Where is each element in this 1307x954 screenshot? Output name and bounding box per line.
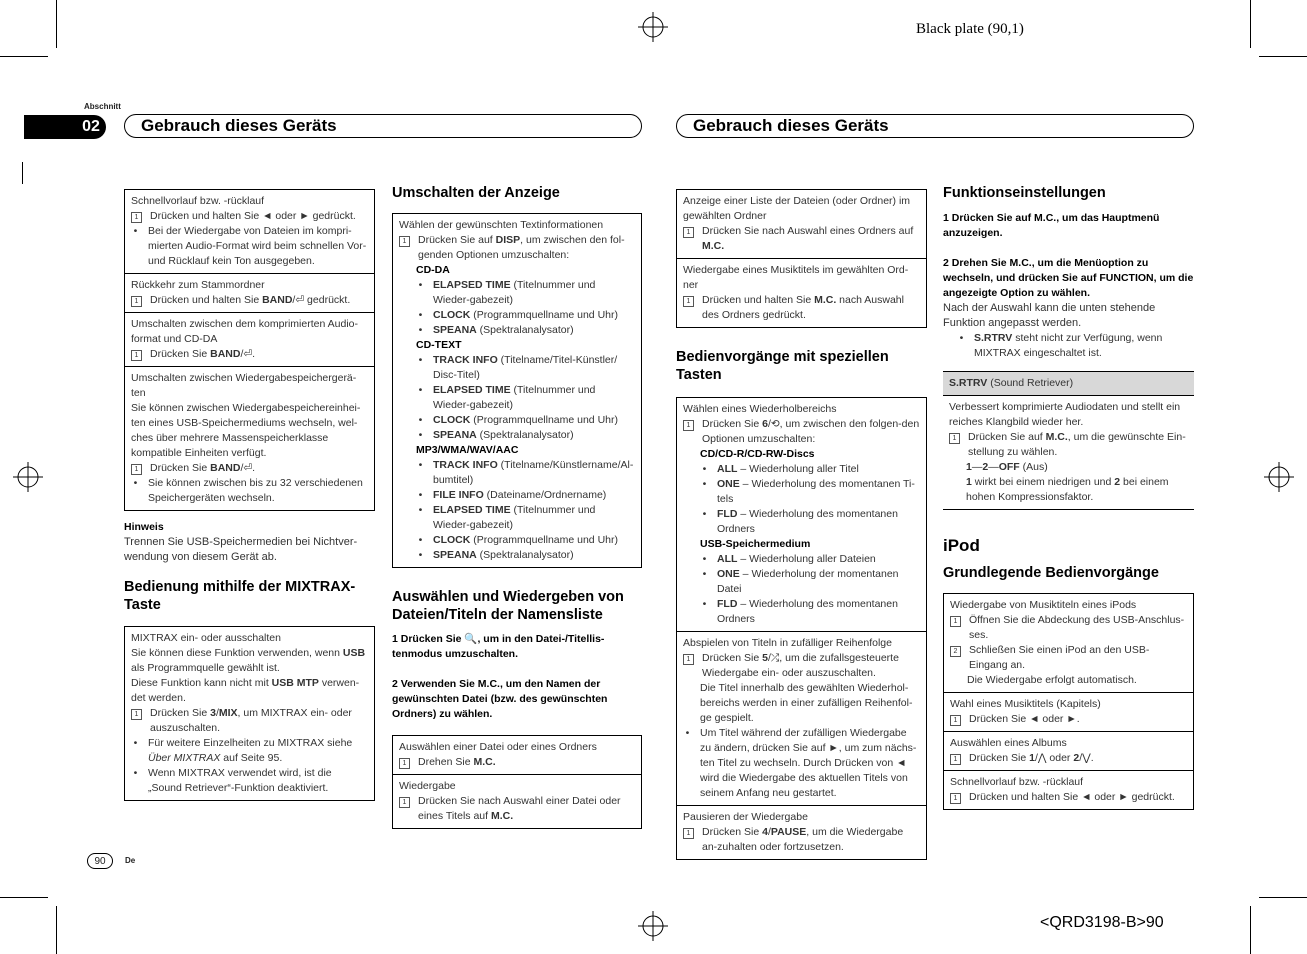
cell-text: Die Wiedergabe erfolgt automatisch. xyxy=(967,674,1137,686)
table-display xyxy=(392,213,642,568)
group-label: MP3/WMA/WAV/AAC xyxy=(416,444,519,456)
bullet: • xyxy=(418,534,423,546)
cell-title: Wahl eines Musiktitels (Kapitels) xyxy=(950,698,1101,710)
section-number: 02 xyxy=(82,118,100,135)
page-number: 90 xyxy=(87,853,113,869)
section-number-badge xyxy=(24,115,106,139)
table-cell xyxy=(677,190,926,258)
bullet: • xyxy=(418,279,423,291)
table-cell xyxy=(944,770,1193,809)
registration-mark-icon xyxy=(13,462,43,492)
list-item: • ONE – Wiederholung der momentanen Datei xyxy=(683,567,920,597)
crop-mark xyxy=(1259,56,1307,57)
cell-title: Rückkehr zum Stammordner xyxy=(131,279,265,291)
list-item: • TRACK INFO (Titelname/Künstlername/Al-bumtitel) xyxy=(399,458,635,488)
crop-mark xyxy=(1250,906,1251,954)
list-item: 1 Drehen Sie M.C. xyxy=(399,755,635,770)
table-fast-forward xyxy=(124,189,375,511)
list-item: 1 Drücken Sie auf DISP, um zwischen den fol-genden Optionen umzuschalten: xyxy=(399,233,635,263)
step-number-1: 1 xyxy=(949,433,960,444)
group-label: CD-TEXT xyxy=(416,339,462,351)
setting-options: 1—2—OFF (Aus) xyxy=(966,461,1048,473)
list-item: • Bei der Wiedergabe von Dateien im kompri-mierten Audio-Format wird beim schnellen Vor- und Rücklauf kein Ton ausgegeben. xyxy=(131,224,368,269)
bullet: • xyxy=(418,324,423,336)
list-item: • Sie können zwischen bis zu 32 verschiedenen Speichergeräten wechseln. xyxy=(131,476,368,506)
procedure-step-2: 2 Verwenden Sie M.C., um den Namen der gewünschten Datei (bzw. des gewünschten Ordners) zu wählen. xyxy=(392,678,608,720)
step-number-1: 1 xyxy=(399,797,410,808)
column-1 xyxy=(124,189,375,801)
list-item: • FILE INFO (Dateiname/Ordnername) xyxy=(399,488,635,503)
table-file-select xyxy=(392,735,642,829)
cell-title: Wiedergabe von Musiktiteln eines iPods xyxy=(950,599,1137,611)
step-number-1: 1 xyxy=(950,754,961,765)
ipod-heading: iPod xyxy=(943,536,980,555)
step-number-1: 1 xyxy=(399,758,410,769)
bullet: • xyxy=(702,478,707,490)
list-item: 1 Drücken und halten Sie ◄ oder ► gedrückt. xyxy=(950,790,1187,805)
step-text: Nach der Auswahl kann die unten stehende Funktion angepasst werden. xyxy=(943,302,1156,329)
cell-title: Abspielen von Titeln in zufälliger Reihenfolge xyxy=(683,637,892,649)
table-ipod xyxy=(943,593,1194,810)
list-item: • SPEANA (Spektralanalysator) xyxy=(399,428,635,443)
table-cell xyxy=(125,190,374,273)
crop-mark xyxy=(56,0,57,48)
cell-title: Wiedergabe eines Musiktitels im gewählten Ord-ner xyxy=(683,264,909,291)
bullet: • xyxy=(418,459,423,471)
bullet: • xyxy=(418,354,423,366)
table-folder xyxy=(676,189,927,328)
list-item: 2 Schließen Sie einen iPod an den USB-Eingang an. xyxy=(950,643,1187,673)
list-item: 1 Drücken Sie BAND/⏎. xyxy=(131,347,368,362)
cell-text: Die Titel innerhalb des gewählten Wiederhol-bereichs werden in einer zufälligen Reihenfol-ge gespielt. xyxy=(700,682,913,724)
cell-text: Sie können diese Funktion verwenden, wenn USB als Programmquelle gewählt ist. xyxy=(131,647,366,674)
cell-title: Schnellvorlauf bzw. -rücklauf xyxy=(131,195,265,207)
procedure-step-1: 1 Drücken Sie 🔍, um in den Datei-/Titellis-tenmodus umzuschalten. xyxy=(392,633,605,660)
table-cell xyxy=(677,398,926,631)
cell-title: Wählen der gewünschten Textinformationen xyxy=(399,219,604,231)
crop-mark xyxy=(1250,0,1251,48)
group-label: USB-Speichermedium xyxy=(700,538,811,550)
bullet: • xyxy=(702,598,707,610)
section-heading: Grundlegende Bedienvorgänge xyxy=(943,565,1159,581)
list-item: 1 Drücken Sie nach Auswahl eines Ordners auf M.C. xyxy=(683,224,920,254)
step-number-1: 1 xyxy=(683,227,694,238)
column-4 xyxy=(943,184,1194,810)
list-item: • ONE – Wiederholung des momentanen Ti-tels xyxy=(683,477,920,507)
bullet: • xyxy=(702,553,707,565)
bullet: • xyxy=(418,384,423,396)
list-item: • TRACK INFO (Titelname/Titel-Künstler/ Disc-Titel) xyxy=(399,353,635,383)
list-item: 1 Drücken Sie 4/PAUSE, um die Wiedergabe an-zuhalten oder fortzusetzen. xyxy=(683,825,920,855)
bullet: • xyxy=(133,477,138,489)
cell-title: Pausieren der Wiedergabe xyxy=(683,811,808,823)
step-number-1: 1 xyxy=(399,236,410,247)
step-number-1: 1 xyxy=(131,350,142,361)
section-heading: Umschalten der Anzeige xyxy=(392,185,560,201)
table-cell xyxy=(393,736,641,774)
cell-title: Anzeige einer Liste der Dateien (oder Ordner) im gewählten Ordner xyxy=(683,195,911,222)
step-number-2: 2 xyxy=(950,646,961,657)
list-item: 1 Drücken Sie 1/⋀ oder 2/⋁. xyxy=(950,751,1187,766)
table-cell xyxy=(677,258,926,327)
step-number-1: 1 xyxy=(131,212,142,223)
step-number-1: 1 xyxy=(131,464,142,475)
list-item: 1 Drücken Sie BAND/⏎. xyxy=(131,461,368,476)
step-number-1: 1 xyxy=(950,793,961,804)
bullet: • xyxy=(133,737,138,749)
crop-mark xyxy=(22,162,23,184)
table-header-cell: S.RTRV (Sound Retriever) xyxy=(943,372,1194,395)
cell-title: Wiedergabe xyxy=(399,780,456,792)
crop-mark xyxy=(56,906,57,954)
cell-text: Diese Funktion kann nicht mit USB MTP verwen-det werden. xyxy=(131,677,360,704)
table-cell xyxy=(393,774,641,828)
list-item: 1 Drücken Sie nach Auswahl einer Datei oder eines Titels auf M.C. xyxy=(399,794,635,824)
group-label: CD/CD-R/CD-RW-Discs xyxy=(700,448,815,460)
table-cell xyxy=(393,214,641,567)
column-3 xyxy=(676,189,927,860)
list-item: • CLOCK (Programmquellname und Uhr) xyxy=(399,533,635,548)
section-label: Abschnitt xyxy=(84,102,121,111)
section-heading: Funktionseinstellungen xyxy=(943,185,1106,201)
table-cell xyxy=(125,366,374,510)
list-item: • FLD – Wiederholung des momentanen Ordners xyxy=(683,507,920,537)
table-cell xyxy=(677,631,926,805)
registration-mark-icon xyxy=(638,911,668,941)
list-item: 1 Drücken und halten Sie M.C. nach Auswahl des Ordners gedrückt. xyxy=(683,293,920,323)
list-item: • CLOCK (Programmquellname und Uhr) xyxy=(399,413,635,428)
cell-title: Umschalten zwischen dem komprimierten Audio-format und CD-DA xyxy=(131,318,359,345)
table-srtrv xyxy=(943,371,1194,510)
group-label: CD-DA xyxy=(416,264,450,276)
procedure-step-1: 1 Drücken Sie auf M.C., um das Hauptmenü anzuzeigen. xyxy=(943,212,1160,239)
section-heading: Bedienung mithilfe der MIXTRAX-Taste xyxy=(124,579,356,613)
table-mixtrax xyxy=(124,626,375,801)
cell-text: Sie können zwischen Wiedergabespeichereinhei-ten eines USB-Speichermediums wechseln, wel-ches über mehrere Massenspeicherklasse kompatible Einheiten verfügt. xyxy=(131,402,361,459)
list-item: • Für weitere Einzelheiten zu MIXTRAX siehe Über MIXTRAX auf Seite 95. xyxy=(131,736,368,766)
column-2 xyxy=(392,184,642,829)
list-item: • ALL – Wiederholung aller Dateien xyxy=(683,552,920,567)
list-item: • Um Titel während der zufälligen Wiedergabe zu ändern, drücken Sie auf ►, um zum nächs-ten Titel zu wechseln. Durch Drücken von ◄ wird die Wiedergabe des aktuellen Titels von seinem Anfang neu gestartet. xyxy=(683,726,920,801)
table-cell xyxy=(125,312,374,366)
step-number-1: 1 xyxy=(131,709,142,720)
section-heading: Bedienvorgänge mit speziellen Tasten xyxy=(676,349,889,383)
registration-mark-icon xyxy=(1264,462,1294,492)
registration-mark-icon xyxy=(638,12,668,42)
cell-title: Wählen eines Wiederholbereichs xyxy=(683,403,837,415)
list-item: 1 Drücken und halten Sie ◄ oder ► gedrückt. xyxy=(131,209,368,224)
step-number-1: 1 xyxy=(950,715,961,726)
bullet: • xyxy=(418,414,423,426)
list-item: • FLD – Wiederholung des momentanen Ordners xyxy=(683,597,920,627)
cell-text: Verbessert komprimierte Audiodaten und stellt ein reiches Klangbild wieder her. xyxy=(949,401,1181,428)
cell-title: Auswählen eines Albums xyxy=(950,737,1067,749)
table-cell xyxy=(944,594,1193,692)
page-header-right: Gebrauch dieses Geräts xyxy=(676,114,1194,138)
bullet: • xyxy=(685,727,690,739)
list-item: 1 Drücken Sie 3/MIX, um MIXTRAX ein- oder auszuschalten. xyxy=(131,706,368,736)
table-cell xyxy=(125,627,374,800)
list-item: 1 Öffnen Sie die Abdeckung des USB-Anschlus-ses. xyxy=(950,613,1187,643)
step-number-1: 1 xyxy=(683,420,694,431)
list-item: 1 Drücken Sie 6/⟲, um zwischen den folgen-den Optionen umzuschalten: xyxy=(683,417,920,447)
bullet: • xyxy=(418,549,423,561)
list-item: • ALL – Wiederholung aller Titel xyxy=(683,462,920,477)
list-item: • S.RTRV steht nicht zur Verfügung, wenn MIXTRAX eingeschaltet ist. xyxy=(943,331,1194,361)
page-language: De xyxy=(125,856,136,865)
document-code: <QRD3198-B>90 xyxy=(1040,914,1164,931)
section-heading: Auswählen und Wiedergeben von Dateien/Titeln der Namensliste xyxy=(392,589,624,623)
bullet: • xyxy=(702,568,707,580)
page-header-left: Gebrauch dieses Geräts xyxy=(124,114,642,138)
bullet: • xyxy=(702,508,707,520)
table-cell xyxy=(677,805,926,859)
list-item: 1 Drücken Sie 5/⤮, um die zufallsgesteuerte Wiedergabe ein- oder auszuschalten. xyxy=(683,651,920,681)
bullet: • xyxy=(133,225,138,237)
cell-title: Schnellvorlauf bzw. -rücklauf xyxy=(950,776,1084,788)
bullet: • xyxy=(959,332,964,344)
list-item: 1 Drücken und halten Sie BAND/⏎ gedrückt. xyxy=(131,293,368,308)
bullet: • xyxy=(418,309,423,321)
table-cell xyxy=(943,395,1194,509)
procedure-step-2: 2 Drehen Sie M.C., um die Menüoption zu wechseln, und drücken Sie auf FUNCTION, um die angezeigte Option zu wählen. xyxy=(943,257,1194,299)
crop-mark xyxy=(0,897,48,898)
step-number-1: 1 xyxy=(683,828,694,839)
list-item: • SPEANA (Spektralanalysator) xyxy=(399,548,635,563)
bullet: • xyxy=(133,767,138,779)
cell-title: MIXTRAX ein- oder ausschalten xyxy=(131,632,281,644)
list-item: • CLOCK (Programmquellname und Uhr) xyxy=(399,308,635,323)
list-item: • ELAPSED TIME (Titelnummer und Wieder-gabezeit) xyxy=(399,278,635,308)
bullet: • xyxy=(418,489,423,501)
step-number-1: 1 xyxy=(131,296,142,307)
table-cell xyxy=(944,692,1193,731)
crop-mark xyxy=(1259,897,1307,898)
crop-mark xyxy=(0,56,48,57)
bullet: • xyxy=(418,429,423,441)
list-item: 1 Drücken Sie auf M.C., um die gewünschte Ein-stellung zu wählen. xyxy=(949,430,1188,460)
hint-title: Hinweis xyxy=(124,521,164,533)
bullet: • xyxy=(702,463,707,475)
table-cell xyxy=(125,273,374,312)
list-item: • SPEANA (Spektralanalysator) xyxy=(399,323,635,338)
list-item: 1 Drücken Sie ◄ oder ►. xyxy=(950,712,1187,727)
table-cell xyxy=(944,731,1193,770)
step-number-1: 1 xyxy=(683,654,694,665)
hint-text: Trennen Sie USB-Speichermedien bei Nichtver-wendung von diesem Gerät ab. xyxy=(124,536,358,563)
list-item: • ELAPSED TIME (Titelnummer und Wieder-gabezeit) xyxy=(399,503,635,533)
setting-description: 1 wirkt bei einem niedrigen und 2 bei einem hohen Kompressionsfaktor. xyxy=(966,476,1169,503)
step-number-1: 1 xyxy=(950,616,961,627)
plate-label: Black plate (90,1) xyxy=(916,21,1024,37)
cell-title: Auswählen einer Datei oder eines Ordners xyxy=(399,741,597,753)
list-item: • ELAPSED TIME (Titelnummer und Wieder-gabezeit) xyxy=(399,383,635,413)
table-special-keys xyxy=(676,397,927,860)
list-item: • Wenn MIXTRAX verwendet wird, ist die „Sound Retriever“-Funktion deaktiviert. xyxy=(131,766,368,796)
step-number-1: 1 xyxy=(683,296,694,307)
cell-title: Umschalten zwischen Wiedergabespeichergerä-ten xyxy=(131,372,357,399)
bullet: • xyxy=(418,504,423,516)
